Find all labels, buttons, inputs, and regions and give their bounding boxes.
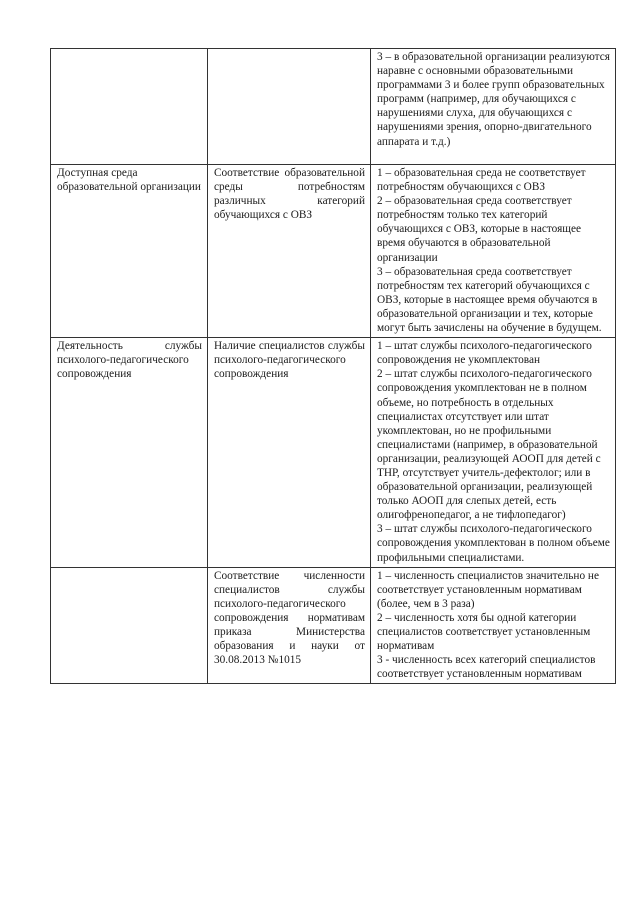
table-row xyxy=(51,49,616,165)
criteria-table xyxy=(50,48,616,684)
level-text: 3 – штат службы психолого-педагогического сопровождения укомплектован в полном объеме профильными специалистами. xyxy=(377,523,610,564)
level-text: 2 – штат службы психолого-педагогического сопровождения укомплектован не в полном объеме, но потребность в отдельных специалистах отсутствует или штат укомплектован, но не профильными специалистами (например, в образовательной организации, реализующей АООП для детей с ТНР, отсутствует учитель-дефектолог; или в образовательной организации, реализующей только АООП для слепых детей, есть олигофренопедагог, а не тифлопедагог) xyxy=(377,368,601,522)
indicator-text: Наличие специалистов службы психолого-педагогического сопровождения xyxy=(214,340,365,381)
levels-cell xyxy=(371,338,616,568)
level-text: 1 – штат службы психолого-педагогического сопровождения не укомплектован xyxy=(377,340,592,367)
indicator-text: Соответствие образовательной среды потребностям различных категорий обучающихся с ОВЗ xyxy=(214,167,365,222)
criterion-cell xyxy=(51,165,208,338)
indicator-text: Соответствие численности специалистов службы психолого-педагогического сопровождения нормативам приказа Министерства образования и науки от 30.08.2013 №1015 xyxy=(214,569,365,667)
table-row xyxy=(51,567,616,684)
criterion-cell xyxy=(51,338,208,568)
criterion-cell xyxy=(51,567,208,684)
levels-cell xyxy=(371,567,616,684)
level-text: 1 – численность специалистов значительно не соответствует установленным нормативам (более, чем в 3 раза) xyxy=(377,569,599,610)
level-text: 2 – численность хотя бы одной категории специалистов соответствует установленным нормативам xyxy=(377,611,591,653)
indicator-cell xyxy=(208,567,371,684)
level-text: 3 – образовательная среда соответствует потребностям тех категорий обучающихся с ОВЗ, которые в настоящее время обучаются в образовательной организации и тех, которые могут быть зачислены на обучение в будущем. xyxy=(377,265,602,335)
indicator-cell xyxy=(208,165,371,338)
levels-cell xyxy=(371,165,616,338)
table-row xyxy=(51,338,616,568)
level-text: 2 – образовательная среда соответствует потребностям только тех категорий обучающихся с ОВЗ, которые в настоящее время обучаются в образовательной организации xyxy=(377,195,581,264)
table-row xyxy=(51,165,616,338)
levels-cell xyxy=(371,49,616,165)
criterion-cell xyxy=(51,49,208,165)
level-text: 1 – образовательная среда не соответствует потребностям обучающихся с ОВЗ xyxy=(377,167,586,194)
criterion-text: Доступная среда образовательной организации xyxy=(57,167,201,194)
indicator-cell xyxy=(208,338,371,568)
criterion-text: Деятельность службы психолого-педагогического сопровождения xyxy=(57,340,202,381)
level-text: 3 – в образовательной организации реализуются наравне с основными образовательными программами 3 и более групп образовательных программ (например, для обучающихся с нарушениями слуха, для обучающихся с нарушениями зрения, опорно-двигательного аппарата и т.д.) xyxy=(377,51,610,148)
level-text: 3 - численность всех категорий специалистов соответствует установленным нормативам xyxy=(377,654,596,681)
indicator-cell xyxy=(208,49,371,165)
